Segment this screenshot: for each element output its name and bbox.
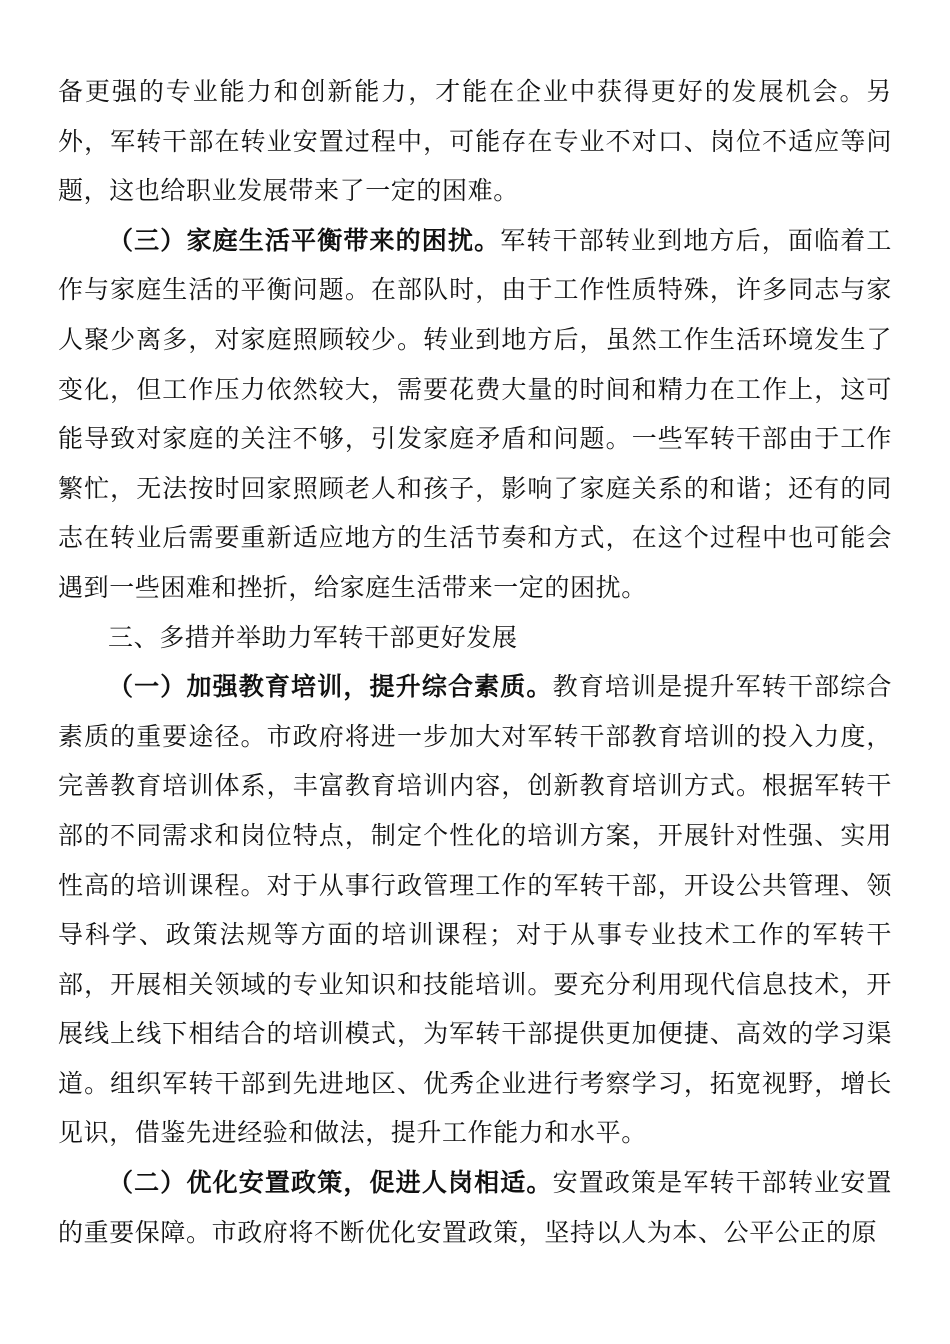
paragraph-heading: （三）家庭生活平衡带来的困扰。 (108, 225, 501, 255)
paragraph-text: 安置政策是军转干部转业安置的重要保障。市政府将不断优化安置政策，坚持以人为本、公平公正的原 (58, 1168, 892, 1247)
paragraph-placement-policy (58, 1158, 892, 1257)
section-heading (58, 613, 892, 663)
paragraph-education-training (58, 662, 892, 1158)
paragraph-text: 备更强的专业能力和创新能力，才能在企业中获得更好的发展机会。另外，军转干部在转业安置过程中，可能存在专业不对口、岗位不适应等问题，这也给职业发展带来了一定的困难。 (58, 77, 892, 206)
section-heading-text: 三、多措并举助力军转干部更好发展 (108, 622, 518, 652)
document-body (58, 67, 892, 1257)
paragraph-heading: （一）加强教育培训，提升综合素质。 (108, 672, 553, 702)
paragraph-text: 军转干部转业到地方后，面临着工作与家庭生活的平衡问题。在部队时，由于工作性质特殊，许多同志与家人聚少离多，对家庭照顾较少。转业到地方后，虽然工作生活环境发生了变化，但工作压力依然较大，需要花费大量的时间和精力在工作上，这可能导致对家庭的关注不够，引发家庭矛盾和问题。一些军转干部由于工作繁忙，无法按时回家照顾老人和孩子，影响了家庭关系的和谐；还有的同志在转业后需要重新适应地方的生活节奏和方式，在这个过程中也可能会遇到一些困难和挫折，给家庭生活带来一定的困扰。 (58, 225, 892, 602)
paragraph-heading: （二）优化安置政策，促进人岗相适。 (108, 1168, 553, 1198)
paragraph-continuation (58, 67, 892, 216)
paragraph-text: 教育培训是提升军转干部综合素质的重要途径。市政府将进一步加大对军转干部教育培训的投入力度，完善教育培训体系，丰富教育培训内容，创新教育培训方式。根据军转干部的不同需求和岗位特点，制定个性化的培训方案，开展针对性强、实用性高的培训课程。对于从事行政管理工作的军转干部，开设公共管理、领导科学、政策法规等方面的培训课程；对于从事专业技术工作的军转干部，开展相关领域的专业知识和技能培训。要充分利用现代信息技术，开展线上线下相结合的培训模式，为军转干部提供更加便捷、高效的学习渠道。组织军转干部到先进地区、优秀企业进行考察学习，拓宽视野，增长见识，借鉴先进经验和做法，提升工作能力和水平。 (58, 672, 892, 1148)
paragraph-family-balance (58, 216, 892, 613)
